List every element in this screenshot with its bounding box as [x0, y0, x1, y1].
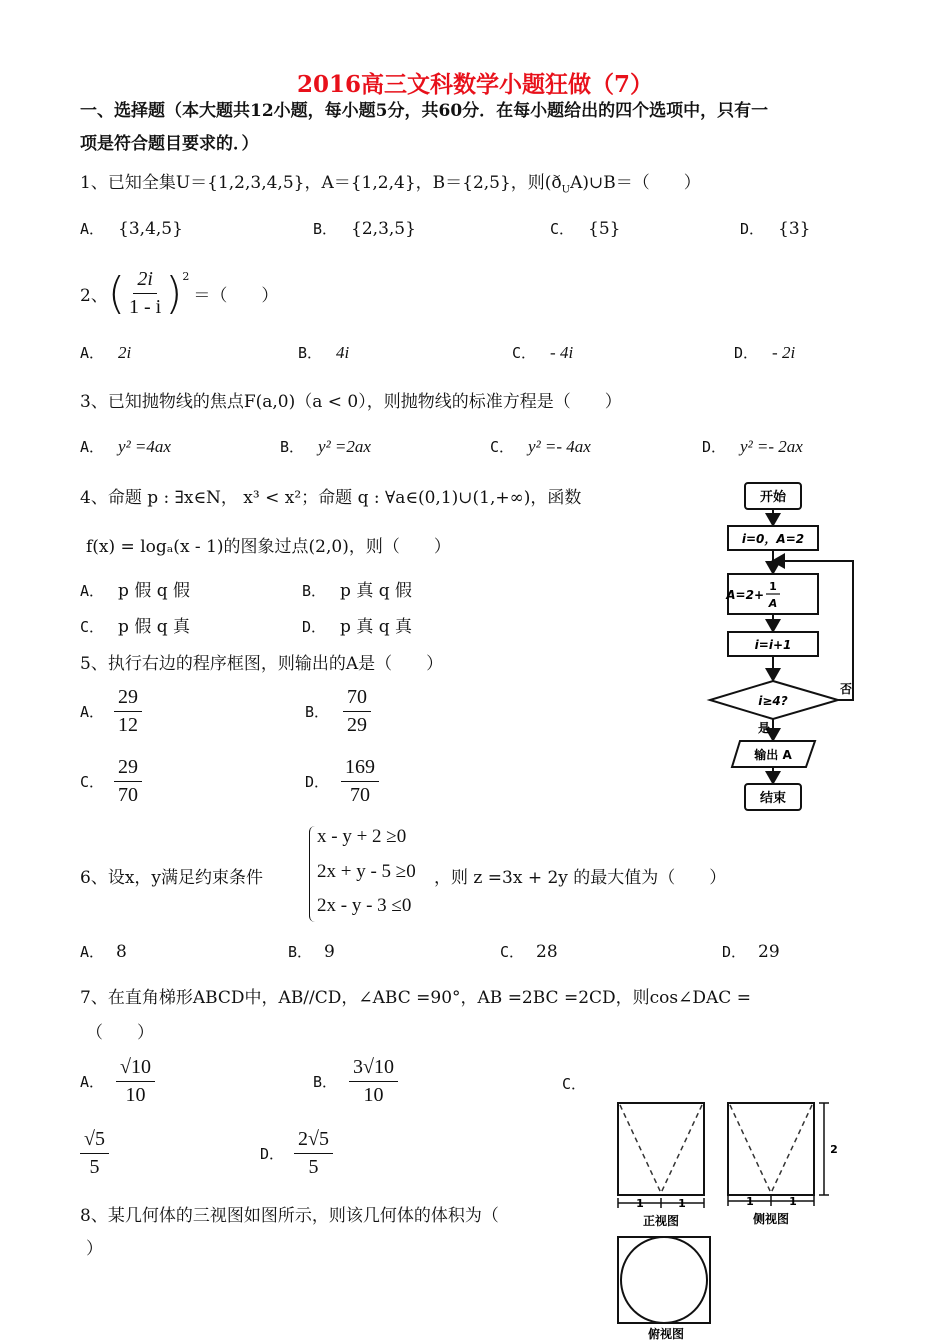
option-fraction [114, 756, 142, 807]
top-view-square [618, 1237, 710, 1323]
q3-option-b [280, 436, 371, 457]
option-letter: C． [512, 344, 537, 362]
q2-option-b [298, 342, 349, 363]
option-letter: D． [734, 344, 759, 362]
option-letter: D． [305, 773, 330, 791]
option-letter: B． [305, 703, 330, 721]
q6-option-d [722, 941, 780, 962]
option-letter: C． [550, 220, 575, 238]
flowchart-assign-numerator: 1 [769, 580, 777, 593]
q5-option-d [305, 756, 379, 807]
question-2-fraction [125, 268, 165, 319]
q2-option-a [80, 342, 131, 363]
question-2-power: 2 [182, 270, 190, 283]
option-text: 28 [536, 942, 558, 962]
option-letter: B． [313, 1073, 338, 1091]
option-text: 4i [336, 343, 350, 362]
option-text: 2i [118, 343, 132, 362]
option-text: p 真 q 真 [340, 617, 413, 637]
flowchart-end-text: 结束 [759, 791, 787, 806]
option-text: 8 [116, 942, 127, 962]
option-text: y² =- 4ax [528, 437, 591, 456]
option-letter: D． [702, 438, 727, 456]
question-2-tail: ＝（ ） [193, 286, 279, 306]
option-fraction [294, 1128, 333, 1179]
option-text: p 假 q 假 [118, 581, 191, 601]
option-letter: D． [260, 1145, 285, 1163]
option-fraction [349, 1056, 398, 1107]
q6-option-b [288, 941, 335, 962]
fraction-denominator: 1 - i [129, 296, 162, 318]
flowchart-output-text: 输出 A [754, 748, 792, 762]
question-8-line1: 8、某几何体的三视图如图所示，则该几何体的体积为（ [80, 1206, 499, 1226]
flowchart-increment-text: i=i+1 [754, 638, 792, 652]
flowchart-yes-label: 是 [757, 721, 771, 735]
q7-option-c [80, 1128, 109, 1179]
q3-option-d [702, 436, 803, 457]
left-paren: ( [107, 267, 125, 319]
fraction-denominator: 5 [308, 1156, 319, 1178]
option-text: - 2i [772, 343, 796, 362]
height-label: 2 [830, 1143, 838, 1156]
flowchart [700, 478, 880, 816]
side-view-square [728, 1103, 814, 1195]
q4-option-a [80, 576, 190, 601]
option-fraction [80, 1128, 109, 1179]
fraction-numerator: 3√10 [349, 1056, 398, 1082]
question-7-line2: （ ） [86, 1023, 154, 1043]
q5-option-c [80, 756, 142, 807]
option-letter: A． [80, 220, 105, 238]
q4-option-d [302, 612, 412, 637]
dimension-label: 1 [678, 1197, 686, 1210]
q7-option-d [260, 1128, 333, 1179]
fraction-denominator: 70 [118, 784, 139, 806]
question-1-subscript: U [561, 184, 571, 196]
fraction-denominator: 12 [118, 714, 139, 736]
question-4-line2: f(x) = logₐ(x - 1)的图象过点(2,0)，则（ ） [86, 537, 451, 557]
dimension-label: 1 [789, 1195, 797, 1208]
flowchart-assign-text: A=2+ [726, 588, 764, 602]
section-heading-line1: 一、选择题（本大题共12小题，每小题5分，共60分．在每小题给出的四个选项中，只有一 [80, 101, 769, 121]
three-views-figure [610, 1095, 850, 1342]
option-letter: A． [80, 1073, 105, 1091]
question-2 [80, 268, 278, 319]
fraction-denominator: 5 [89, 1156, 100, 1178]
option-text: - 4i [550, 343, 574, 362]
fraction-numerator: √10 [116, 1056, 155, 1082]
question-8-line2: ） [86, 1239, 103, 1259]
fraction-denominator: 10 [125, 1084, 146, 1106]
right-paren: ) [165, 267, 183, 319]
fraction-numerator: √5 [80, 1128, 109, 1154]
option-text: {3} [778, 219, 811, 239]
flowchart-condition-text: i≥4? [758, 694, 788, 708]
option-letter: D． [722, 943, 747, 961]
option-text: {3,4,5} [118, 219, 183, 239]
q7-option-a [80, 1056, 155, 1107]
q2-option-d [734, 342, 795, 363]
front-view-square [618, 1103, 704, 1195]
option-text: {5} [588, 219, 621, 239]
option-text: 29 [758, 942, 780, 962]
option-letter: A． [80, 703, 105, 721]
fraction-numerator: 70 [343, 686, 371, 712]
option-fraction [341, 756, 379, 807]
question-3: 3、已知抛物线的焦点F(a,0)（a < 0），则抛物线的标准方程是（ ） [80, 392, 622, 412]
fraction-numerator: 2i [133, 268, 157, 294]
option-letter: A． [80, 582, 105, 600]
flowchart-assign-denominator: A [768, 597, 778, 610]
option-fraction [116, 1056, 155, 1107]
q1-option-d [740, 218, 810, 239]
q1-option-b [313, 218, 416, 239]
front-view-label: 正视图 [642, 1214, 680, 1228]
option-fraction [343, 686, 371, 737]
question-7-line1: 7、在直角梯形ABCD中，AB//CD，∠ABC =90°，AB =2BC =2CD，则cos∠DAC = [80, 988, 751, 1008]
option-text: y² =2ax [318, 437, 371, 456]
dimension-label: 1 [636, 1197, 644, 1210]
flowchart-no-label: 否 [839, 682, 853, 696]
fraction-numerator: 169 [341, 756, 379, 782]
option-letter: C． [80, 773, 105, 791]
question-1 [80, 168, 701, 195]
constraint-3: 2x - y - 3 ≤0 [317, 895, 412, 916]
q1-option-c [550, 218, 620, 239]
q6-option-a [80, 941, 127, 962]
option-letter: B． [288, 943, 313, 961]
q5-option-a [80, 686, 142, 737]
option-letter: C． [562, 1075, 587, 1093]
constraint-2: 2x + y - 5 ≥0 [317, 861, 416, 882]
constraint-brace [309, 826, 316, 922]
option-letter: A． [80, 344, 105, 362]
constraint-1: x - y + 2 ≥0 [317, 826, 407, 847]
q4-option-c [80, 612, 190, 637]
question-1-stem: 1、已知全集U＝{1,2,3,4,5}，A＝{1,2,4}，B＝{2,5}，则(ð [80, 173, 562, 193]
question-5: 5、执行右边的程序框图，则输出的A是（ ） [80, 654, 444, 674]
fraction-denominator: 29 [347, 714, 368, 736]
option-letter: A． [80, 438, 105, 456]
option-letter: C． [80, 618, 105, 636]
option-fraction [114, 686, 142, 737]
section-heading-line2: 项是符合题目要求的．） [80, 134, 259, 154]
option-text: {2,3,5} [351, 219, 416, 239]
question-6-tail: ，则 z =3x + 2y 的最大值为（ ） [434, 868, 727, 888]
option-letter: B． [280, 438, 305, 456]
option-letter: D． [302, 618, 327, 636]
q5-option-b [305, 686, 371, 737]
q4-option-b [302, 576, 412, 601]
option-text: 9 [324, 942, 335, 962]
option-letter: C． [500, 943, 525, 961]
page-title: 2016高三文科数学小题狂做（7） [296, 71, 654, 98]
q2-option-c [512, 342, 573, 363]
option-text: y² =4ax [118, 437, 171, 456]
option-letter: D． [740, 220, 765, 238]
option-letter: B． [302, 582, 327, 600]
option-text: p 假 q 真 [118, 617, 191, 637]
flowchart-start-text: 开始 [759, 490, 787, 505]
top-view-label: 俯视图 [647, 1327, 685, 1341]
q7-option-b [313, 1056, 398, 1107]
option-letter: C． [490, 438, 515, 456]
q6-option-c [500, 941, 558, 962]
q1-option-a [80, 218, 183, 239]
option-text: p 真 q 假 [340, 581, 413, 601]
option-letter: B． [298, 344, 323, 362]
q3-option-c [490, 436, 591, 457]
q7-option-c-letter [562, 1073, 586, 1094]
fraction-numerator: 2√5 [294, 1128, 333, 1154]
q3-option-a [80, 436, 171, 457]
side-view-label: 侧视图 [752, 1212, 790, 1226]
option-letter: A． [80, 943, 105, 961]
fraction-numerator: 29 [114, 756, 142, 782]
option-text: y² =- 2ax [740, 437, 803, 456]
question-2-number: 2、 [80, 286, 108, 306]
question-6-head: 6、设x，y满足约束条件 [80, 868, 264, 888]
flowchart-init-text: i=0，A=2 [741, 532, 805, 546]
dimension-label: 1 [746, 1195, 754, 1208]
question-1-stem-end: A)∪B＝（ ） [570, 173, 701, 193]
question-4-line1: 4、命题 p : ∃x∈N， x³ < x²；命题 q : ∀a∈(0,1)∪(1,+∞)，函数 [80, 488, 582, 508]
fraction-denominator: 70 [350, 784, 371, 806]
fraction-numerator: 29 [114, 686, 142, 712]
option-letter: B． [313, 220, 338, 238]
fraction-denominator: 10 [363, 1084, 384, 1106]
